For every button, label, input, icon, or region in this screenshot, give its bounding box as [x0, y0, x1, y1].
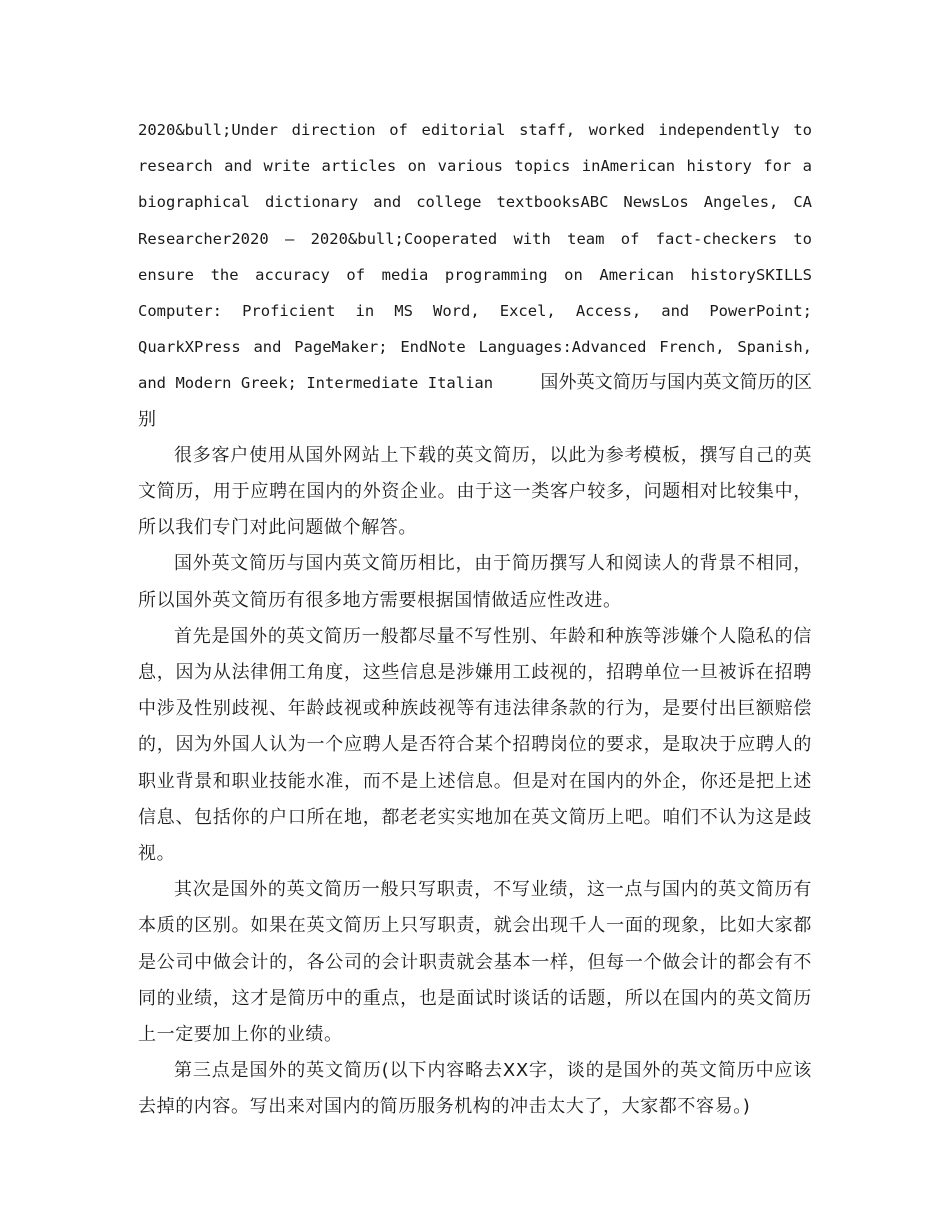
paragraph-1: 很多客户使用从国外网站上下载的英文简历，以此为参考模板，撰写自己的英文简历，用于应聘在国内的外资企业。由于这一类客户较多，问题相对比较集中，所以我们专门对此问题做个解答。 — [138, 444, 812, 539]
english-resume-text: 2020&bull;Under direction of editorial staff, worked independently to research and write articles on various topics inAmerican history for a biographical dictionary and college textbooksABC NewsLos Angeles, CA Researcher2020 – 2020&bull;Cooperated with team of fact-checkers to ensure the accuracy of media programming on American historySKILLS Computer: Proficient in MS Word, Excel, Access, and PowerPoint; QuarkXPress and PageMaker; EndNote Languages:Advanced French, Spanish, and Modern Greek; Intermediate Italian — [138, 121, 812, 393]
paragraph-4: 其次是国外的英文简历一般只写职责，不写业绩，这一点与国内的英文简历有本质的区别。如果在英文简历上只写职责，就会出现千人一面的现象，比如大家都是公司中做会计的，各公司的会计职责就会基本一样，但每一个做会计的都会有不同的业绩，这才是简历中的重点，也是面试时谈话的话题，所以在国内的英文简历上一定要加上你的业绩。 — [138, 879, 812, 1046]
paragraph-5: 第三点是国外的英文简历(以下内容略去XX字，谈的是国外的英文简历中应该去掉的内容。写出来对国内的简历服务机构的冲击太大了，大家都不容易。) — [138, 1060, 812, 1118]
section-heading: 国外英文简历与国内英文简历的区别 — [138, 372, 812, 430]
paragraph-3: 首先是国外的英文简历一般都尽量不写性别、年龄和种族等涉嫌个人隐私的信息，因为从法律佣工角度，这些信息是涉嫌用工歧视的，招聘单位一旦被诉在招聘中涉及性别歧视、年龄歧视或种族歧视等有违法律条款的行为，是要付出巨额赔偿的，因为外国人认为一个应聘人是否符合某个招聘岗位的要求，是取决于应聘人的职业背景和职业技能水准，而不是上述信息。但是对在国内的外企，你还是把上述信息、包括你的户口所在地，都老老实实地加在英文简历上吧。咱们不认为这是歧视。 — [138, 625, 812, 865]
document-page — [138, 112, 812, 1126]
english-resume-excerpt — [138, 112, 812, 438]
paragraph-2: 国外英文简历与国内英文简历相比，由于简历撰写人和阅读人的背景不相同，所以国外英文简历有很多地方需要根据国情做适应性改进。 — [138, 553, 812, 611]
